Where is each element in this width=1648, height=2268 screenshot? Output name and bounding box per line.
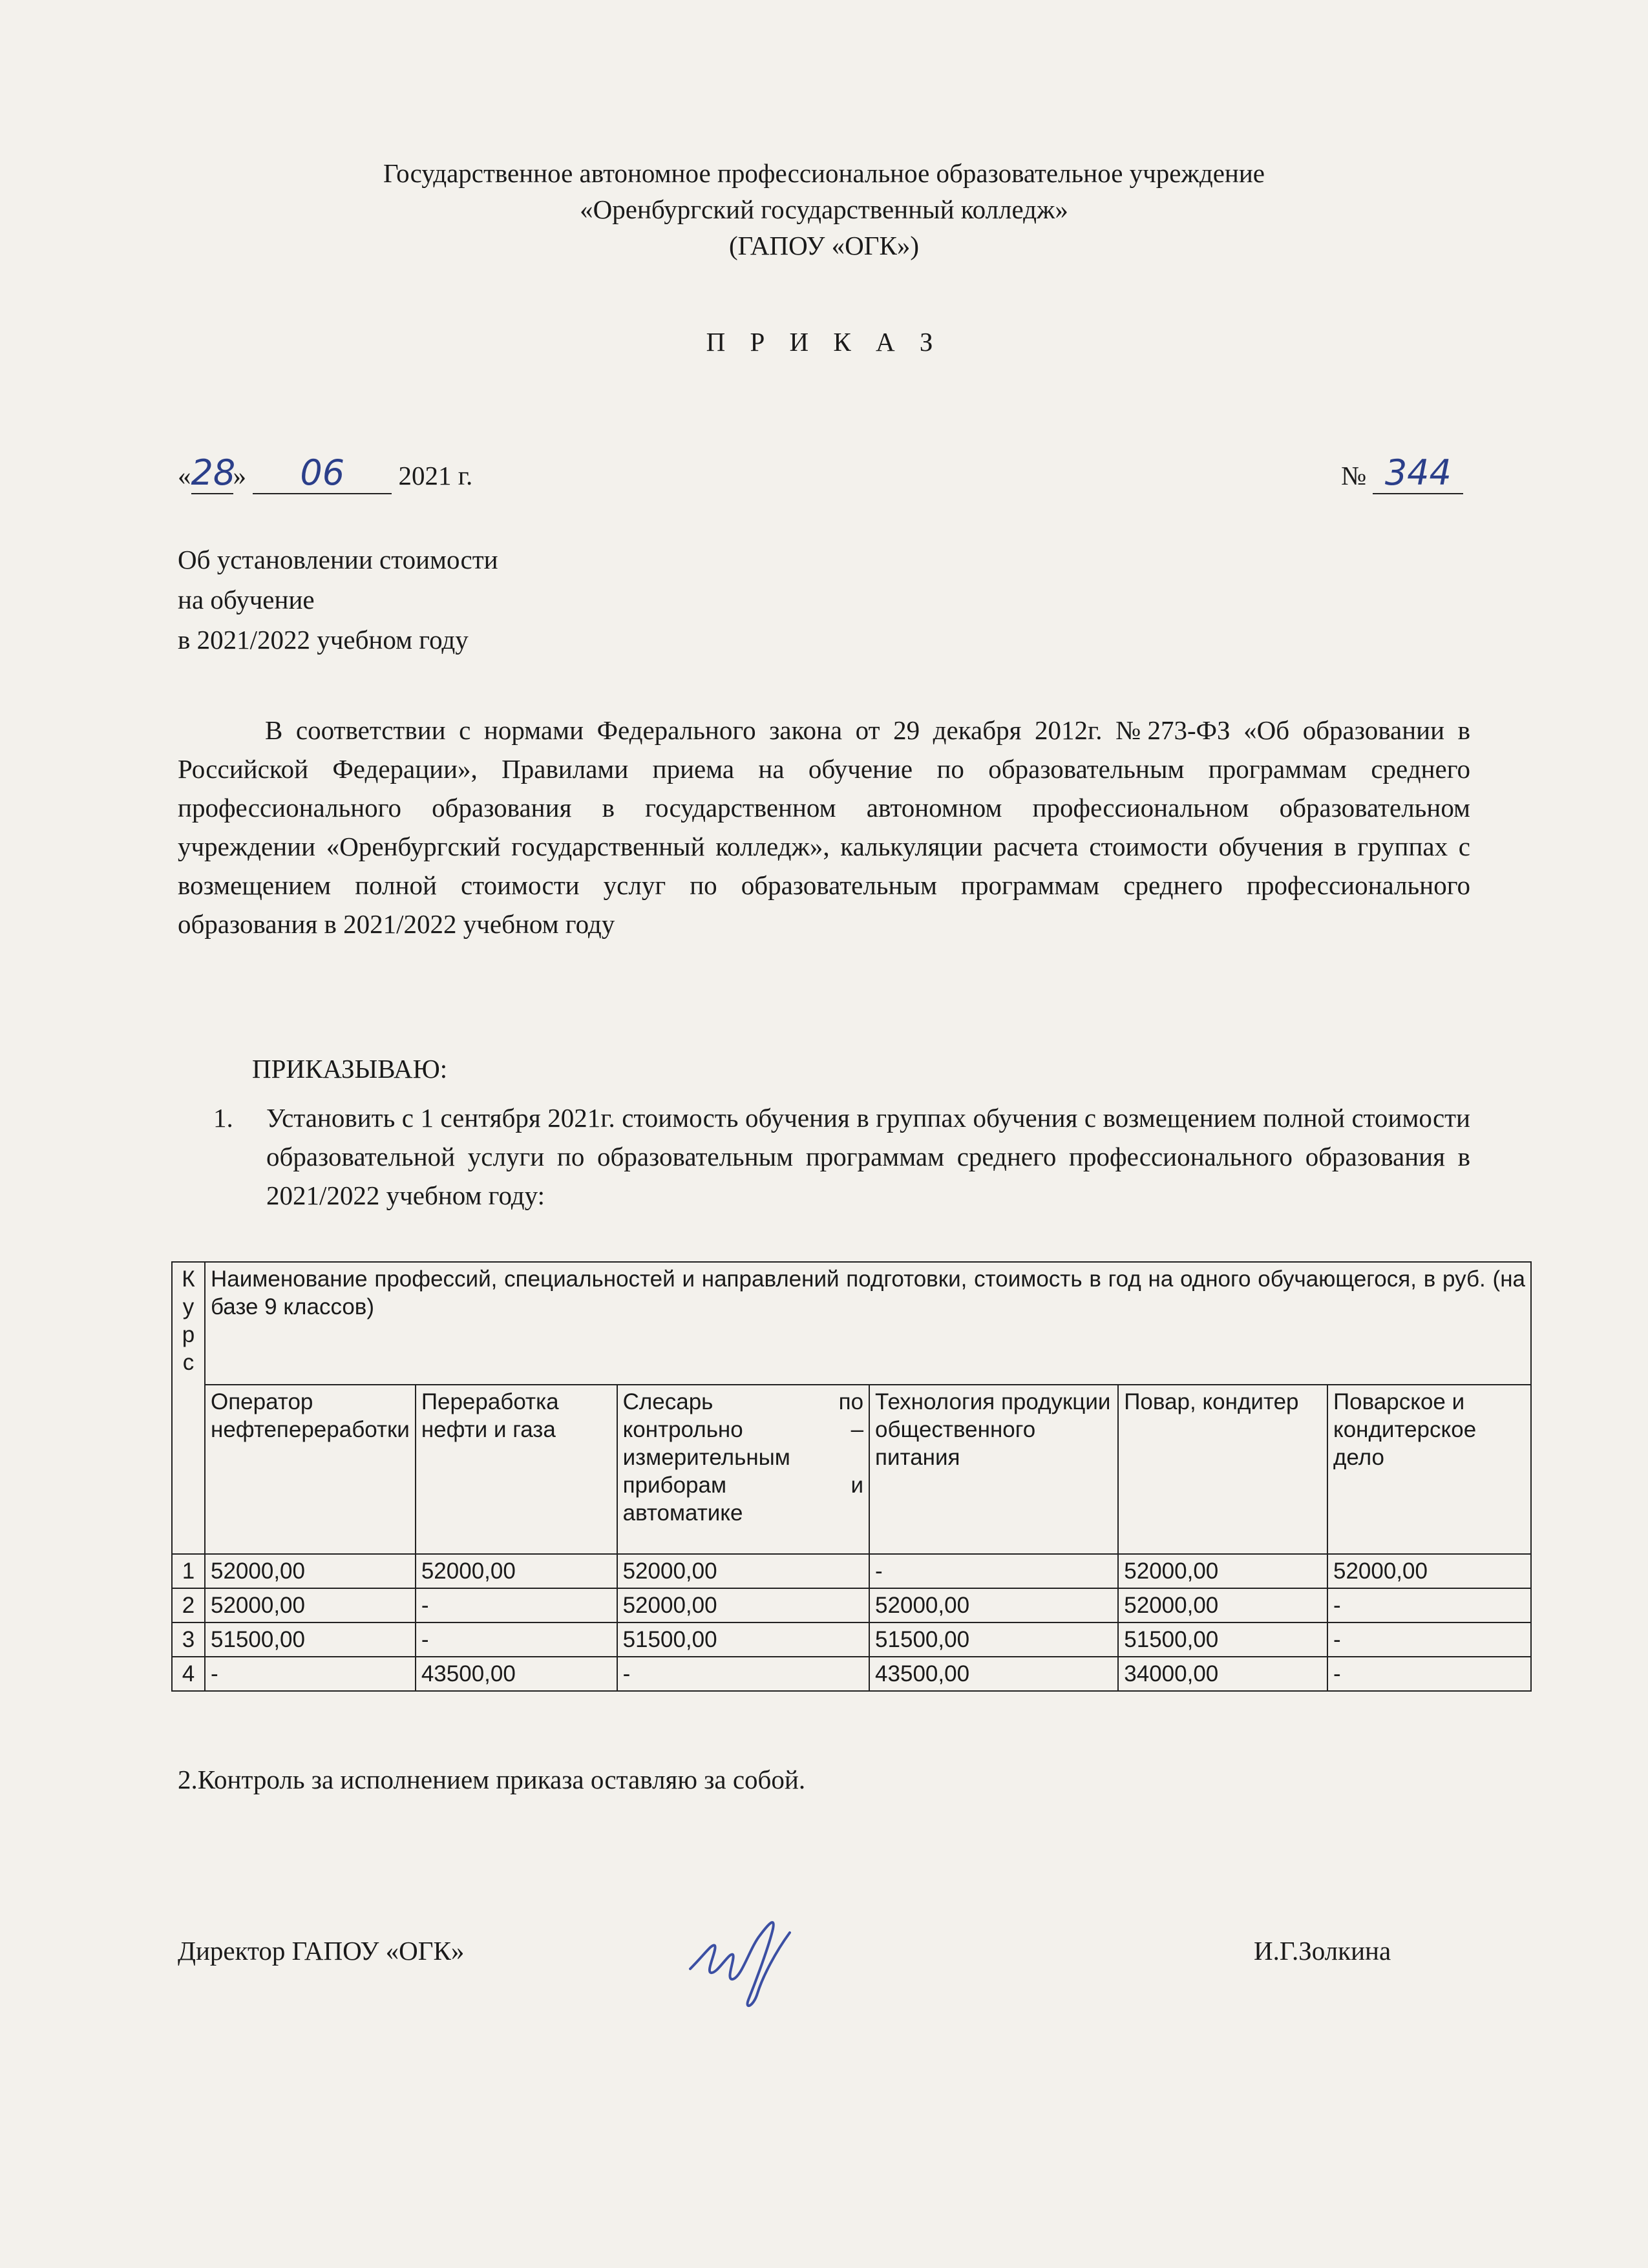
- price-cell: 52000,00: [205, 1588, 416, 1622]
- column-header: Переработка нефти и газа: [416, 1385, 617, 1554]
- date-month: 06: [300, 452, 345, 493]
- kurs-header: [172, 1262, 205, 1554]
- price-cell: 52000,00: [1118, 1554, 1327, 1588]
- number-field: [1373, 452, 1463, 494]
- kurs-letter: р: [182, 1322, 195, 1347]
- column-header: Повар, кондитер: [1118, 1385, 1327, 1554]
- table-header-row: [172, 1385, 1531, 1554]
- preamble-paragraph: В соответствии с нормами Федерального закона от 29 декабря 2012г. №273-ФЗ «Об образовании в Российской Федерации», Правилами приема на обучение по образовательным программам среднего профессионального образования в государственном автономном профессиональном образовательном учреждении «Оренбургский государственный колледж», калькуляции расчета стоимости обучения в группах с возмещением полной стоимости услуг по образовательным программам среднего профессионального образования в 2021/2022 учебном году: [178, 715, 1470, 939]
- price-cell: 52000,00: [869, 1588, 1118, 1622]
- price-cell: -: [1327, 1622, 1531, 1657]
- item-1-number: 1.: [213, 1103, 233, 1133]
- order-item-1: [213, 1098, 1470, 1215]
- price-cell: -: [416, 1622, 617, 1657]
- price-cell: 52000,00: [416, 1554, 617, 1588]
- price-cell: 52000,00: [205, 1554, 416, 1588]
- number-sign: №: [1341, 461, 1367, 490]
- column-header: Оператор нефтепереработки: [205, 1385, 416, 1554]
- table-row: [172, 1554, 1531, 1588]
- price-cell: 43500,00: [869, 1657, 1118, 1691]
- table-caption: Наименование профессий, специальностей и направлений подготовки, стоимость в год на одного обучающегося, в руб. (на базе 9 классов): [205, 1262, 1531, 1385]
- price-cell: 43500,00: [416, 1657, 617, 1691]
- header-line-1: Государственное автономное профессиональное образовательное учреждение: [383, 158, 1265, 188]
- column-header: Поварское и кондитерское дело: [1327, 1385, 1531, 1554]
- price-cell: -: [1327, 1588, 1531, 1622]
- column-header: Технология продукции общественного питания: [869, 1385, 1118, 1554]
- kurs-letter: К: [182, 1266, 195, 1292]
- order-date: [178, 452, 472, 494]
- date-open-quote: «: [178, 461, 191, 490]
- price-cell: 52000,00: [1327, 1554, 1531, 1588]
- order-subject: [178, 540, 498, 660]
- date-close-quote: »: [233, 461, 246, 490]
- price-cell: 34000,00: [1118, 1657, 1327, 1691]
- price-cell: -: [205, 1657, 416, 1691]
- price-cell: 52000,00: [617, 1588, 869, 1622]
- column-header: Слесарь по контрольно – измерительным приборам и автоматике: [617, 1385, 869, 1554]
- header-line-2: «Оренбургский государственный колледж»: [580, 194, 1068, 224]
- price-cell: 51500,00: [205, 1622, 416, 1657]
- price-cell: -: [617, 1657, 869, 1691]
- course-cell: 4: [172, 1657, 205, 1691]
- institution-header: [0, 155, 1648, 264]
- tuition-cost-table: [171, 1261, 1532, 1692]
- price-cell: -: [416, 1588, 617, 1622]
- kurs-letter: у: [182, 1294, 195, 1319]
- course-cell: 1: [172, 1554, 205, 1588]
- table-row: [172, 1657, 1531, 1691]
- header-line-3: (ГАПОУ «ОГК»): [728, 231, 919, 260]
- table-row: [172, 1588, 1531, 1622]
- number-value: 344: [1384, 452, 1452, 493]
- date-day: 28: [191, 452, 236, 493]
- price-cell: 52000,00: [617, 1554, 869, 1588]
- order-word: ПРИКАЗЫВАЮ:: [252, 1054, 448, 1084]
- director-position: Директор ГАПОУ «ОГК»: [178, 1936, 465, 1966]
- subject-line-3: в 2021/2022 учебном году: [178, 625, 469, 655]
- order-item-2: 2.Контроль за исполнением приказа оставляю за собой.: [178, 1765, 806, 1794]
- table-row: [172, 1622, 1531, 1657]
- item-1-text: Установить с 1 сентября 2021г. стоимость обучения в группах обучения с возмещением полной стоимости образовательной услуги по образовательным программам среднего профессионального образования в 2021/2022 учебном году:: [266, 1103, 1470, 1210]
- date-day-field: [191, 452, 236, 494]
- subject-line-1: Об установлении стоимости: [178, 545, 498, 574]
- price-cell: 52000,00: [1118, 1588, 1327, 1622]
- order-title: П Р И К А З: [706, 327, 942, 357]
- course-cell: 3: [172, 1622, 205, 1657]
- date-month-field: [253, 452, 392, 494]
- date-year: 2021 г.: [398, 461, 473, 490]
- kurs-letter: с: [182, 1350, 195, 1375]
- order-number: [1341, 452, 1463, 494]
- director-name: И.Г.Золкина: [1254, 1936, 1391, 1966]
- price-cell: -: [869, 1554, 1118, 1588]
- price-cell: -: [1327, 1657, 1531, 1691]
- signature-image: [679, 1909, 827, 2019]
- table-caption-row: [172, 1262, 1531, 1385]
- subject-line-2: на обучение: [178, 585, 315, 614]
- price-cell: 51500,00: [617, 1622, 869, 1657]
- course-cell: 2: [172, 1588, 205, 1622]
- price-cell: 51500,00: [1118, 1622, 1327, 1657]
- price-cell: 51500,00: [869, 1622, 1118, 1657]
